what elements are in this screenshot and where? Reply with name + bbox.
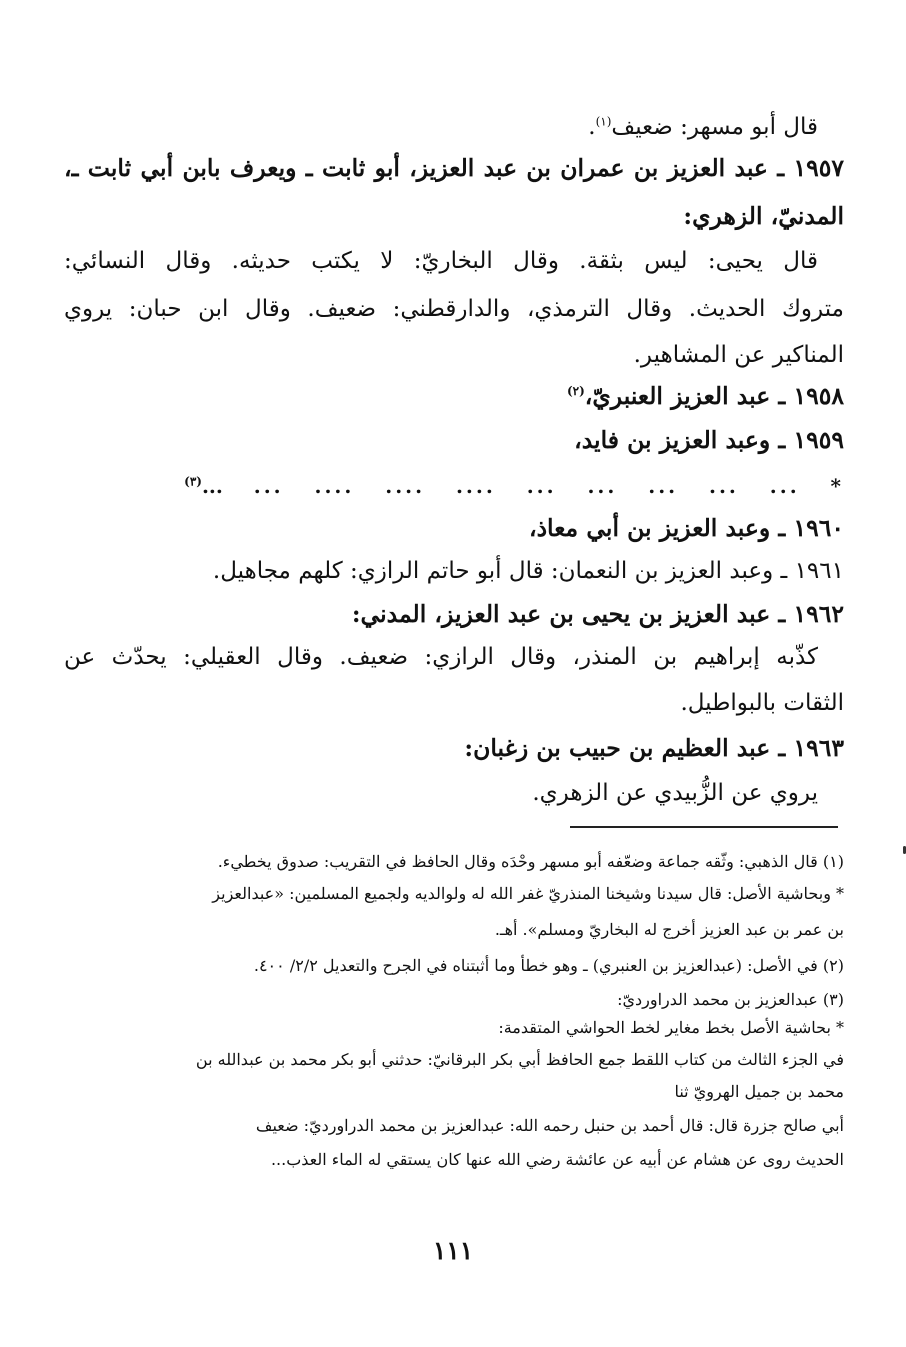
entry-1957-heading-cont: المدنيّ، الزهري:	[683, 202, 844, 230]
page-number: ١١١	[432, 1236, 474, 1265]
footnote-3-note-line-5: الحديث روى عن هشام عن أبيه عن عائشة رضي الله عنها كان يستقي له الماء العذب...	[270, 1150, 844, 1169]
footnote-1-note-line-2: بن عمر بن عبد العزيز أخرج له البخاريّ ومسلم». أهـ.	[494, 920, 844, 939]
footnote-ref-1: (١)	[595, 114, 612, 129]
star-marker: *	[830, 474, 844, 498]
entry-1963-heading: ١٩٦٣ ـ عبد العظيم بن حبيب بن زغبان:	[464, 734, 844, 762]
entry-1959-heading: ١٩٥٩ ـ وعبد العزيز بن فايد،	[574, 426, 844, 454]
footnote-ref-2: (٢)	[566, 384, 585, 399]
footnote-3-note-line-2: في الجزء الثالث من كتاب اللقط جمع الحافظ أبي بكر البرقانيّ: حدثني أبو بكر محمد بن عبدالله بن	[195, 1050, 844, 1069]
ellipsis-row: * ... ... ... ... ... .... .... .... ... ...$^{(٣)}$	[184, 474, 844, 498]
footnote-3-note-line-3: محمد بن جميل الهرويّ ثنا	[674, 1082, 844, 1101]
text-line-abu-mushir: قال أبو مسهر: ضعيف$^{(١)}$.	[588, 114, 818, 140]
entry-1957-heading: ١٩٥٧ ـ عبد العزيز بن عمران بن عبد العزيز، أبو ثابت ـ ويعرف بابن أبي ثابت ـ،	[64, 154, 844, 182]
entry-1960-heading: ١٩٦٠ ـ وعبد العزيز بن أبي معاذ،	[529, 514, 844, 542]
entry-1957-body-1: قال يحيى: ليس بثقة. وقال البخاريّ: لا يكتب حديثه. وقال النسائي:	[64, 248, 818, 274]
entry-1962-heading: ١٩٦٢ ـ عبد العزيز بن يحيى بن عبد العزيز، المدني:	[351, 600, 844, 628]
footnote-1-note-line-1: * وبحاشية الأصل: قال سيدنا وشيخنا المنذريّ غفر الله له ولوالديه ولجميع المسلمين: «عبدالعزيز	[212, 884, 844, 903]
footnote-2: (٢) في الأصل: (عبدالعزيز بن العنبري) ـ وهو خطأ وما أثبتناه في الجرح والتعديل ٢/٢/ ٤٠٠.	[253, 956, 844, 975]
entry-1962-body-2: الثقات بالبواطيل.	[680, 690, 844, 716]
footnote-separator	[570, 826, 838, 828]
entry-1957-body-3: المناكير عن المشاهير.	[633, 342, 844, 368]
footnote-3-note-line-1: * بحاشية الأصل بخط مغاير لخط الحواشي المتقدمة:	[498, 1018, 844, 1037]
entry-1957-body-2: متروك الحديث. وقال الترمذي، والدارقطني: ضعيف. وقال ابن حبان: يروي	[64, 296, 844, 322]
entry-1963-body: يروي عن الزُّبيدي عن الزهري.	[532, 780, 818, 806]
footnote-3: (٣) عبدالعزيز بن محمد الدراورديّ:	[617, 990, 844, 1009]
footnote-1: (١) قال الذهبي: وثّقه جماعة وضعّفه أبو مسهر وحْدَه وقال الحافظ في التقريب: صدوق يخطيء.	[217, 852, 844, 871]
footnote-ref-3: (٣)	[184, 474, 202, 489]
entry-1958-heading: ١٩٥٨ ـ عبد العزيز العنبريّ،$^{(٢)}$	[566, 382, 844, 410]
entry-1962-body-1: كذّبه إبراهيم بن المنذر، وقال الرازي: ضعيف. وقال العقيلي: يحدّث عن	[64, 644, 818, 670]
footnote-3-note-line-4: أبي صالح جزرة قال: قال أحمد بن حنبل رحمه الله: عبدالعزيز بن محمد الدراورديّ: ضعيف	[255, 1116, 844, 1135]
entry-1961-line: ١٩٦١ ـ وعبد العزيز بن النعمان: قال أبو حاتم الرازي: كلهم مجاهيل.	[212, 558, 844, 584]
